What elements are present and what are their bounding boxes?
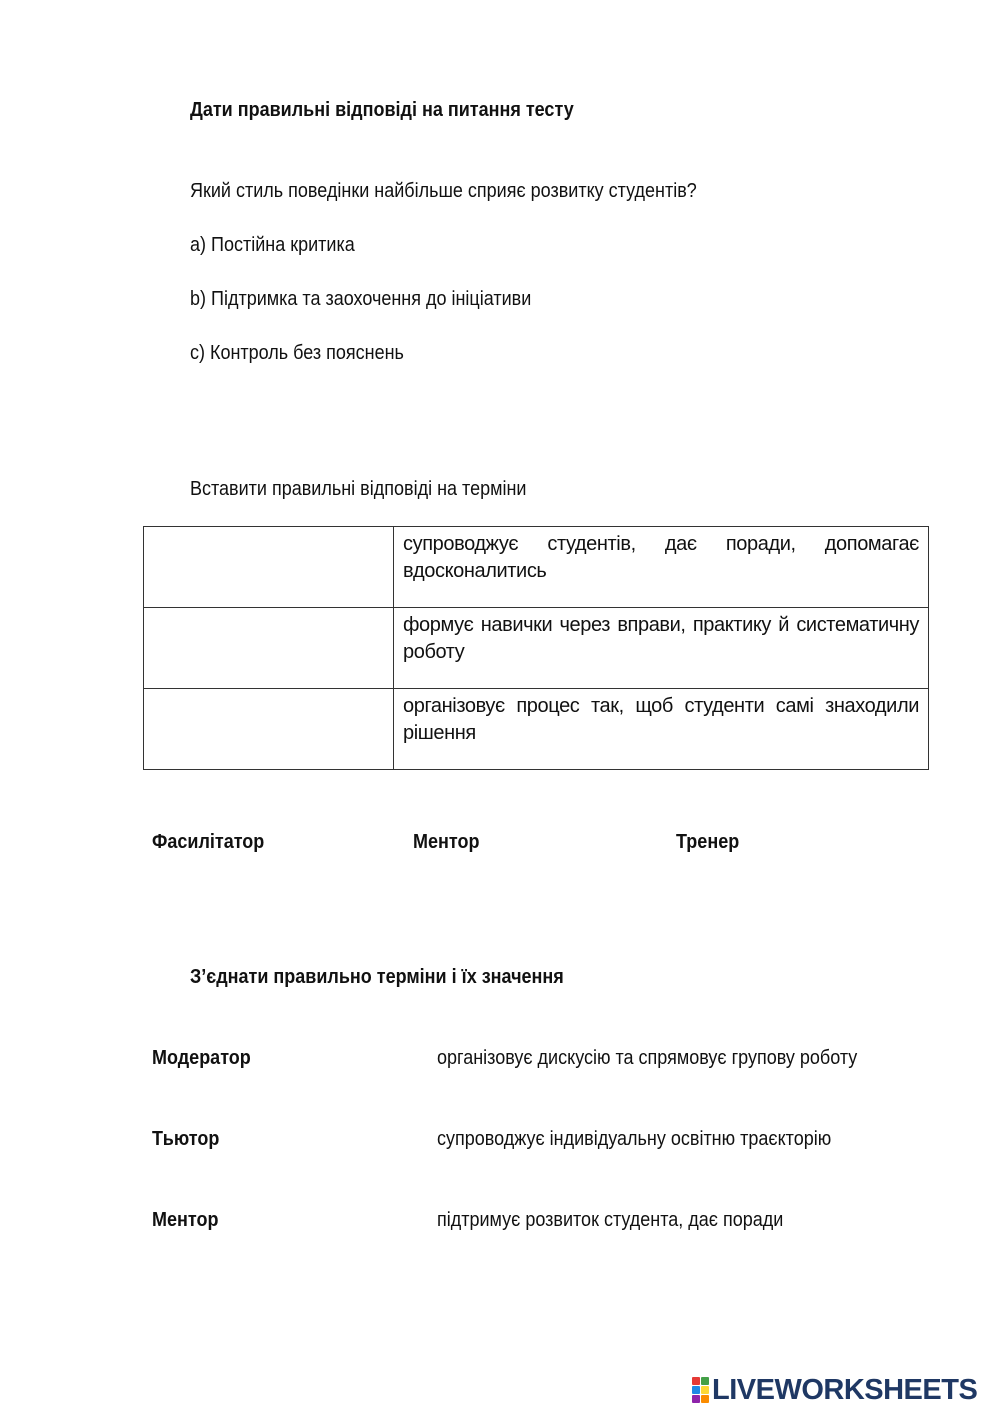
liveworksheets-logo[interactable] — [692, 1375, 977, 1405]
logo-square — [701, 1386, 709, 1394]
match-meaning[interactable]: організовує дискусію та спрямовує групову роботу — [437, 1047, 858, 1069]
match-term[interactable]: Тьютор — [152, 1128, 220, 1150]
table-row — [144, 527, 929, 608]
definition-text: супроводжує студентів, дає поради, допомагає вдосконалитись — [403, 533, 919, 582]
logo-mark-icon — [692, 1377, 709, 1403]
word-bank-item[interactable]: Ментор — [413, 831, 480, 853]
terms-table — [143, 526, 929, 770]
answer-cell[interactable] — [144, 527, 394, 608]
option-a[interactable]: а) Постійна критика — [190, 234, 355, 256]
match-meaning[interactable]: підтримує розвиток студента, дає поради — [437, 1209, 784, 1231]
question-text: Який стиль поведінки найбільше сприяє розвитку студентів? — [190, 180, 697, 202]
option-c[interactable]: c) Контроль без пояснень — [190, 342, 404, 364]
logo-square — [692, 1377, 700, 1385]
logo-square — [701, 1395, 709, 1403]
table-row — [144, 689, 929, 770]
section2-title: Вставити правильні відповіді на терміни — [190, 478, 527, 500]
answer-cell[interactable] — [144, 689, 394, 770]
match-term[interactable]: Ментор — [152, 1209, 219, 1231]
logo-square — [692, 1395, 700, 1403]
match-meaning[interactable]: супроводжує індивідуальну освітню траєкторію — [437, 1128, 832, 1150]
word-bank-item[interactable]: Тренер — [676, 831, 740, 853]
option-b[interactable]: b) Підтримка та заохочення до ініціативи — [190, 288, 532, 310]
definition-text: формує навички через вправи, практику й систематичну роботу — [403, 614, 919, 663]
definition-text: організовує процес так, щоб студенти самі знаходили рішення — [403, 695, 919, 744]
word-bank-item[interactable]: Фасилітатор — [152, 831, 265, 853]
logo-square — [701, 1377, 709, 1385]
logo-text: LIVEWORKSHEETS — [712, 1373, 978, 1406]
table-row — [144, 608, 929, 689]
section1-title: Дати правильні відповіді на питання тесту — [190, 99, 574, 121]
answer-cell[interactable] — [144, 608, 394, 689]
logo-square — [692, 1386, 700, 1394]
section3-title: З’єднати правильно терміни і їх значення — [190, 966, 564, 988]
match-term[interactable]: Модератор — [152, 1047, 251, 1069]
